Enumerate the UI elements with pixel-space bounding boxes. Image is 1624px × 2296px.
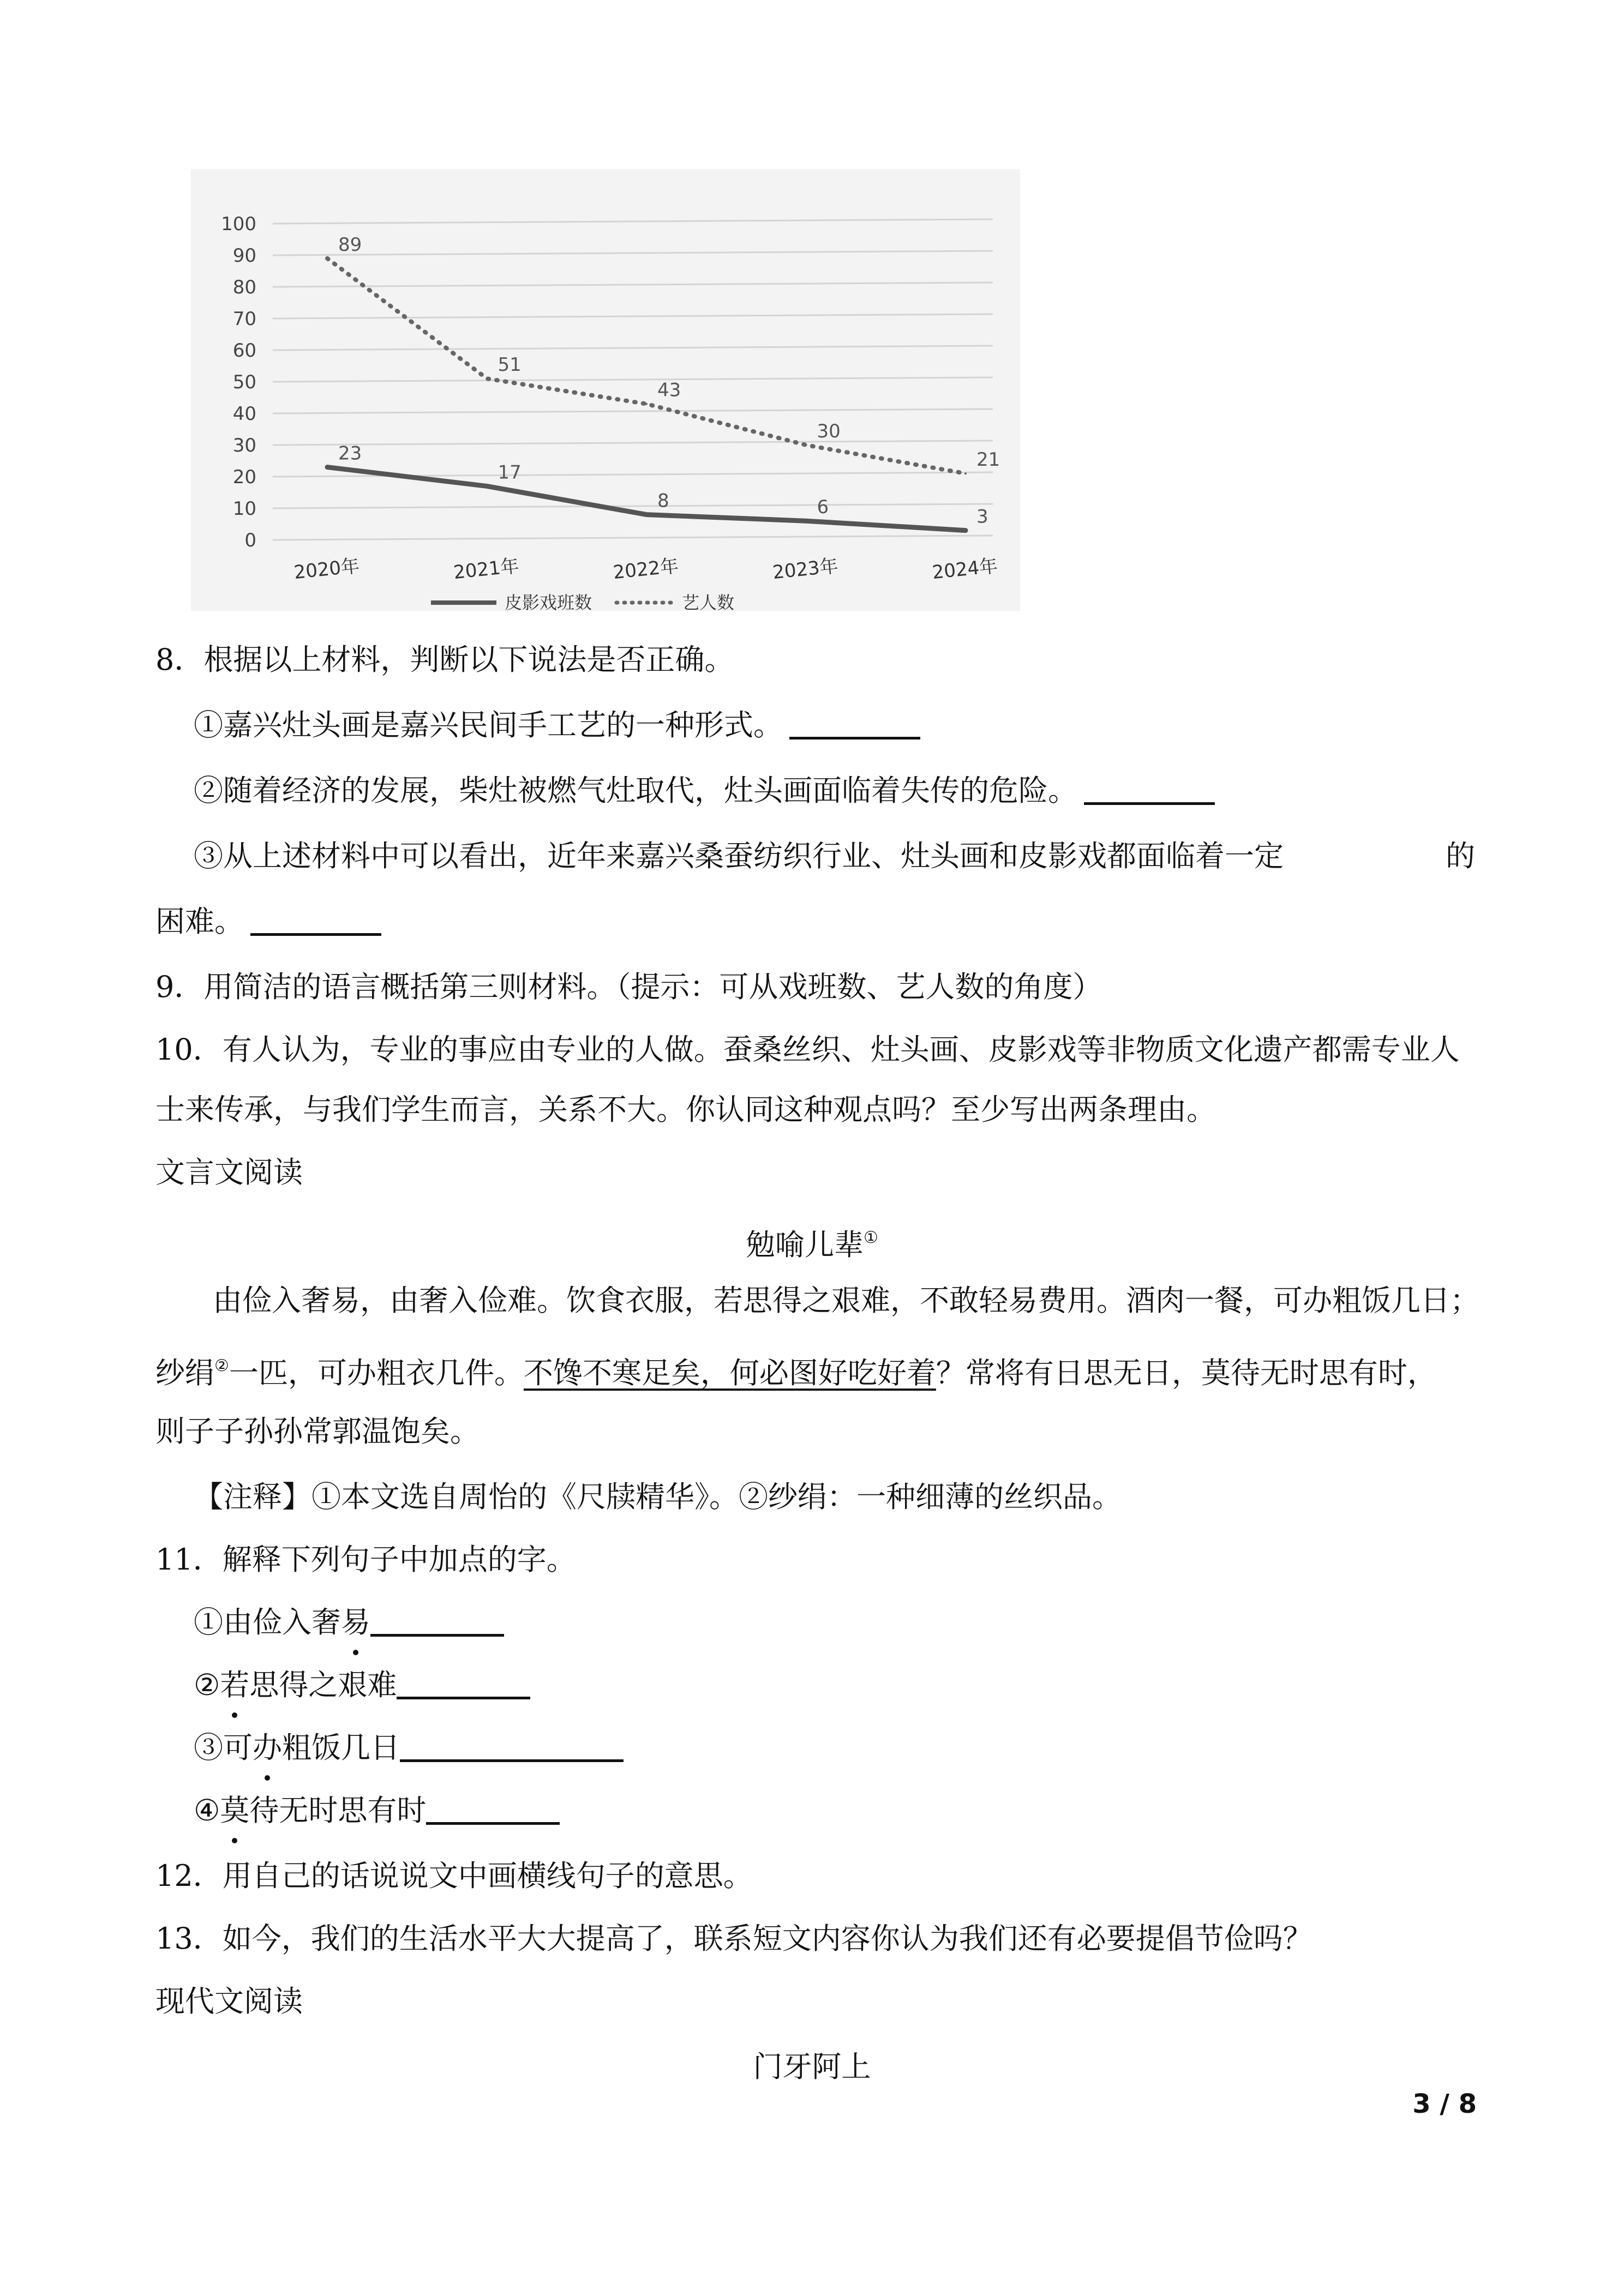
q11-i2-dotted-char: 若 [220, 1663, 249, 1707]
page-number: 3 / 8 [1412, 2089, 1477, 2119]
x-tick-label-0: 2020年 [292, 555, 361, 584]
data-label-1-1: 51 [498, 354, 522, 376]
y-tick-label-100: 100 [221, 213, 256, 235]
q11-i3-pre: ③可 [194, 1730, 253, 1765]
x-tick-label-2: 2022年 [612, 555, 680, 584]
data-label-0-2: 8 [657, 490, 669, 512]
data-point-1-0 [326, 257, 328, 260]
y-tick-label-20: 20 [232, 466, 256, 488]
question-10-line-1: 10．有人认为，专业的事应由专业的人做。蚕桑丝织、灶头画、皮影戏等非物质文化遗产都需专业人 [155, 1032, 1460, 1067]
classical-p2-middle: 一匹，可办粗衣几件。 [229, 1356, 524, 1390]
chart-background [191, 169, 1020, 611]
y-tick-label-70: 70 [232, 308, 256, 330]
q11-i4-dotted-char: 莫 [220, 1789, 249, 1832]
classical-title-footnote-mark: ① [864, 1228, 878, 1247]
question-8-item-1-text: ①嘉兴灶头画是嘉兴民间手工艺的一种形式。 [194, 708, 783, 742]
data-label-1-4: 21 [976, 449, 1000, 471]
question-8-item-1 [194, 704, 920, 747]
classical-title-text: 勉喻儿辈 [746, 1228, 864, 1262]
answer-blank-8-1[interactable] [789, 705, 920, 740]
answer-blank-8-2[interactable] [1084, 771, 1215, 805]
question-13: 13．如今，我们的生活水平大大提高了，联系短文内容你认为我们还有必要提倡节俭吗？ [155, 1921, 1313, 1956]
answer-blank-11-3[interactable] [400, 1728, 624, 1762]
data-label-0-3: 6 [817, 496, 829, 519]
question-11-stem: 11．解释下列句子中加点的字。 [155, 1542, 576, 1577]
footnote-mark-2: ② [214, 1356, 229, 1375]
q11-i3-post: 粗饭几日 [282, 1730, 400, 1765]
x-tick-label-1: 2021年 [452, 555, 520, 584]
y-tick-label-0: 0 [244, 530, 256, 551]
data-label-1-3: 30 [817, 420, 841, 442]
x-tick-label-4: 2024年 [931, 555, 999, 584]
y-tick-label-10: 10 [232, 498, 256, 520]
question-8-item-3-end: 困难。 [155, 904, 244, 939]
y-tick-label-50: 50 [232, 371, 256, 393]
data-point-1-3 [805, 444, 807, 446]
question-8-stem: 8．根据以上材料，判断以下说法是否正确。 [155, 642, 734, 677]
classical-paragraph-line-1: 由俭入奢易，由奢入俭难。饮食衣服，若思得之艰难，不敢轻易费用。酒肉一餐，可办粗饭几日； [213, 1283, 1479, 1318]
data-point-1-1 [486, 377, 488, 380]
q11-i1-dotted-char: 易 [341, 1601, 370, 1644]
classical-paragraph-line-2 [155, 1344, 1437, 1395]
classical-annotation: 【注释】①本文选自周怡的《尺牍精华》。②纱绢：一种细薄的丝织品。 [194, 1480, 1122, 1514]
classical-p2-start: 纱绢 [155, 1356, 214, 1390]
question-8-item-3-suffix: 的 [1446, 839, 1475, 873]
y-tick-label-30: 30 [232, 435, 256, 456]
question-11-item-1 [194, 1601, 504, 1644]
section-heading-modern: 现代文阅读 [155, 1984, 303, 2018]
question-8-item-2 [194, 769, 1215, 813]
y-tick-label-40: 40 [232, 403, 256, 425]
y-tick-label-60: 60 [232, 340, 256, 362]
answer-blank-11-2[interactable] [397, 1665, 530, 1699]
data-label-1-0: 89 [338, 233, 362, 256]
q11-i4-pre: ④ [194, 1793, 220, 1828]
legend-label-solid: 皮影戏班数 [505, 592, 592, 611]
line-chart [191, 169, 1020, 611]
data-label-0-4: 3 [976, 506, 988, 528]
question-11-item-3 [194, 1726, 624, 1770]
answer-blank-8-3[interactable] [250, 901, 381, 936]
data-point-0-2 [645, 514, 648, 516]
question-8-item-3-text: ③从上述材料中可以看出，近年来嘉兴桑蚕纺织行业、灶头画和皮影戏都面临着一定 [194, 839, 1284, 873]
classical-p2-end: ？常将有日思无日，莫待无时思有时， [936, 1356, 1437, 1390]
modern-text-title: 门牙阿上 [753, 2049, 871, 2084]
data-point-0-0 [326, 466, 328, 468]
data-label-1-2: 43 [657, 379, 681, 401]
question-8-item-3-line1 [194, 834, 1284, 878]
underlined-sentence: 不馋不寒足矣，何必图好吃好着 [523, 1356, 936, 1390]
answer-blank-11-4[interactable] [426, 1790, 560, 1825]
x-tick-label-3: 2023年 [771, 555, 840, 584]
data-point-0-3 [805, 520, 807, 522]
y-tick-label-90: 90 [232, 245, 256, 267]
data-label-0-1: 17 [498, 461, 522, 484]
q11-i2-pre: ② [194, 1668, 220, 1702]
classical-paragraph-line-3: 则子子孙孙常郭温饱矣。 [155, 1414, 480, 1448]
data-point-0-4 [964, 530, 967, 532]
y-tick-label-80: 80 [232, 277, 256, 298]
section-heading-classical: 文言文阅读 [155, 1155, 303, 1189]
question-8-item-2-text: ②随着经济的发展，柴灶被燃气灶取代，灶头画面临着失传的危险。 [194, 773, 1077, 808]
question-10-line-2: 士来传承，与我们学生而言，关系不大。你认同这种观点吗？至少写出两条理由。 [155, 1092, 1216, 1127]
q11-i1-pre: ①由俭入奢 [194, 1605, 341, 1639]
q11-i3-dotted-char: 办 [253, 1726, 282, 1770]
legend-label-dotted: 艺人数 [682, 592, 735, 611]
question-12: 12．用自己的话说说文中画横线句子的意思。 [155, 1859, 753, 1893]
q11-i4-post: 待无时思有时 [249, 1793, 427, 1828]
classical-text-title [0, 1216, 1624, 1267]
data-point-1-2 [645, 403, 648, 405]
question-11-item-2 [194, 1663, 530, 1707]
question-11-item-4 [194, 1789, 560, 1832]
question-9: 9．用简洁的语言概括第三则材料。（提示：可从戏班数、艺人数的角度） [155, 970, 1102, 1004]
q11-i2-post: 思得之艰难 [249, 1668, 397, 1702]
data-point-0-1 [486, 485, 488, 487]
data-label-0-0: 23 [338, 442, 362, 465]
question-8-item-3-line2 [155, 900, 381, 943]
answer-blank-11-1[interactable] [370, 1602, 504, 1637]
data-point-1-4 [964, 472, 967, 474]
